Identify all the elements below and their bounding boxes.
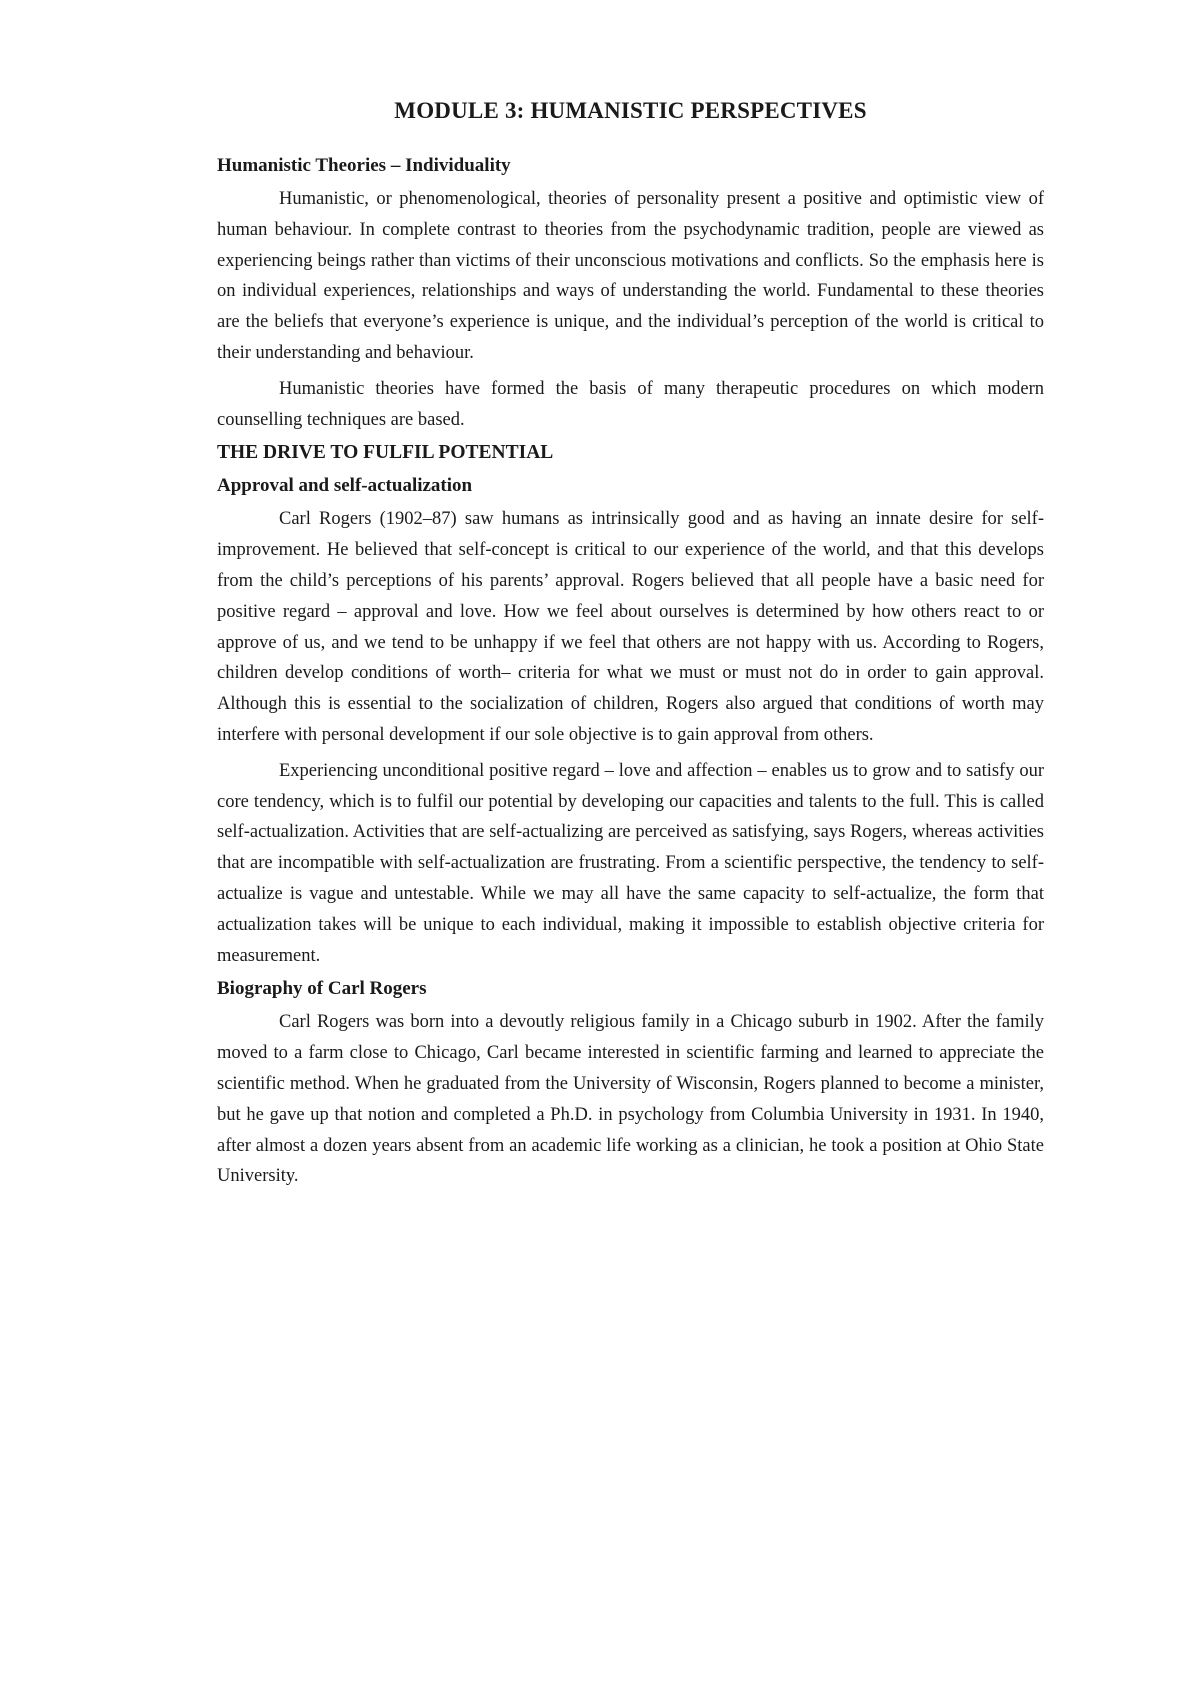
paragraph-biography-1: Carl Rogers was born into a devoutly religious family in a Chicago suburb in 1902. After the family moved to a farm close to Chicago, Carl became interested in scientific farming and learned to appreciate the scientific method. When he graduated from the University of Wisconsin, Rogers planned to become a minister, but he gave up that notion and completed a Ph.D. in psychology from Columbia University in 1931. In 1940, after almost a dozen years absent from an academic life working as a clinician, he took a position at Ohio State University. bbox=[217, 1012, 1044, 1187]
section-heading-drive-to-fulfil: THE DRIVE TO FULFIL POTENTIAL bbox=[217, 442, 554, 464]
page-title: MODULE 3: HUMANISTIC PERSPECTIVES bbox=[394, 98, 867, 123]
paragraph-approval-1: Carl Rogers (1902–87) saw humans as intrinsically good and as having an innate desire for self-improvement. He believed that self-concept is critical to our experience of the world, and that this develops from the child’s perceptions of his parents’ approval. Rogers believed that all people have a basic need for positive regard – approval and love. How we feel about ourselves is determined by how others react to or approve of us, and we tend to be unhappy if we feel that others are not happy with us. According to Rogers, children develop conditions of worth– criteria for what we must or must not do in order to gain approval. Although this is essential to the socialization of children, Rogers also argued that conditions of worth may interfere with personal development if our sole objective is to gain approval from others. bbox=[217, 509, 1044, 745]
section-heading-approval: Approval and self-actualization bbox=[217, 475, 473, 497]
paragraph-approval-2: Experiencing unconditional positive regard – love and affection – enables us to grow and to satisfy our core tendency, which is to fulfil our potential by developing our capacities and talents to the full. This is called self-actualization. Activities that are self-actualizing are perceived as satisfying, says Rogers, whereas activities that are incompatible with self-actualization are frustrating. From a scientific perspective, the tendency to self-actualize is vague and untestable. While we may all have the same capacity to self-actualize, the form that actualization takes will be unique to each individual, making it impossible to establish objective criteria for measurement. bbox=[217, 760, 1044, 966]
paragraph-humanistic-2: Humanistic theories have formed the basis of many therapeutic procedures on which modern counselling techniques are based. bbox=[217, 378, 1044, 430]
section-heading-humanistic-theories: Humanistic Theories – Individuality bbox=[217, 155, 511, 176]
section-heading-biography: Biography of Carl Rogers bbox=[217, 978, 427, 1000]
document-page bbox=[217, 96, 1044, 1192]
paragraph-humanistic-1: Humanistic, or phenomenological, theories of personality present a positive and optimistic view of human behaviour. In complete contrast to theories from the psychodynamic tradition, people are viewed as experiencing beings rather than victims of their unconscious motivations and conflicts. So the emphasis here is on individual experiences, relationships and ways of understanding the world. Fundamental to these theories are the beliefs that everyone’s experience is unique, and the individual’s perception of the world is critical to their understanding and behaviour. bbox=[217, 189, 1044, 363]
